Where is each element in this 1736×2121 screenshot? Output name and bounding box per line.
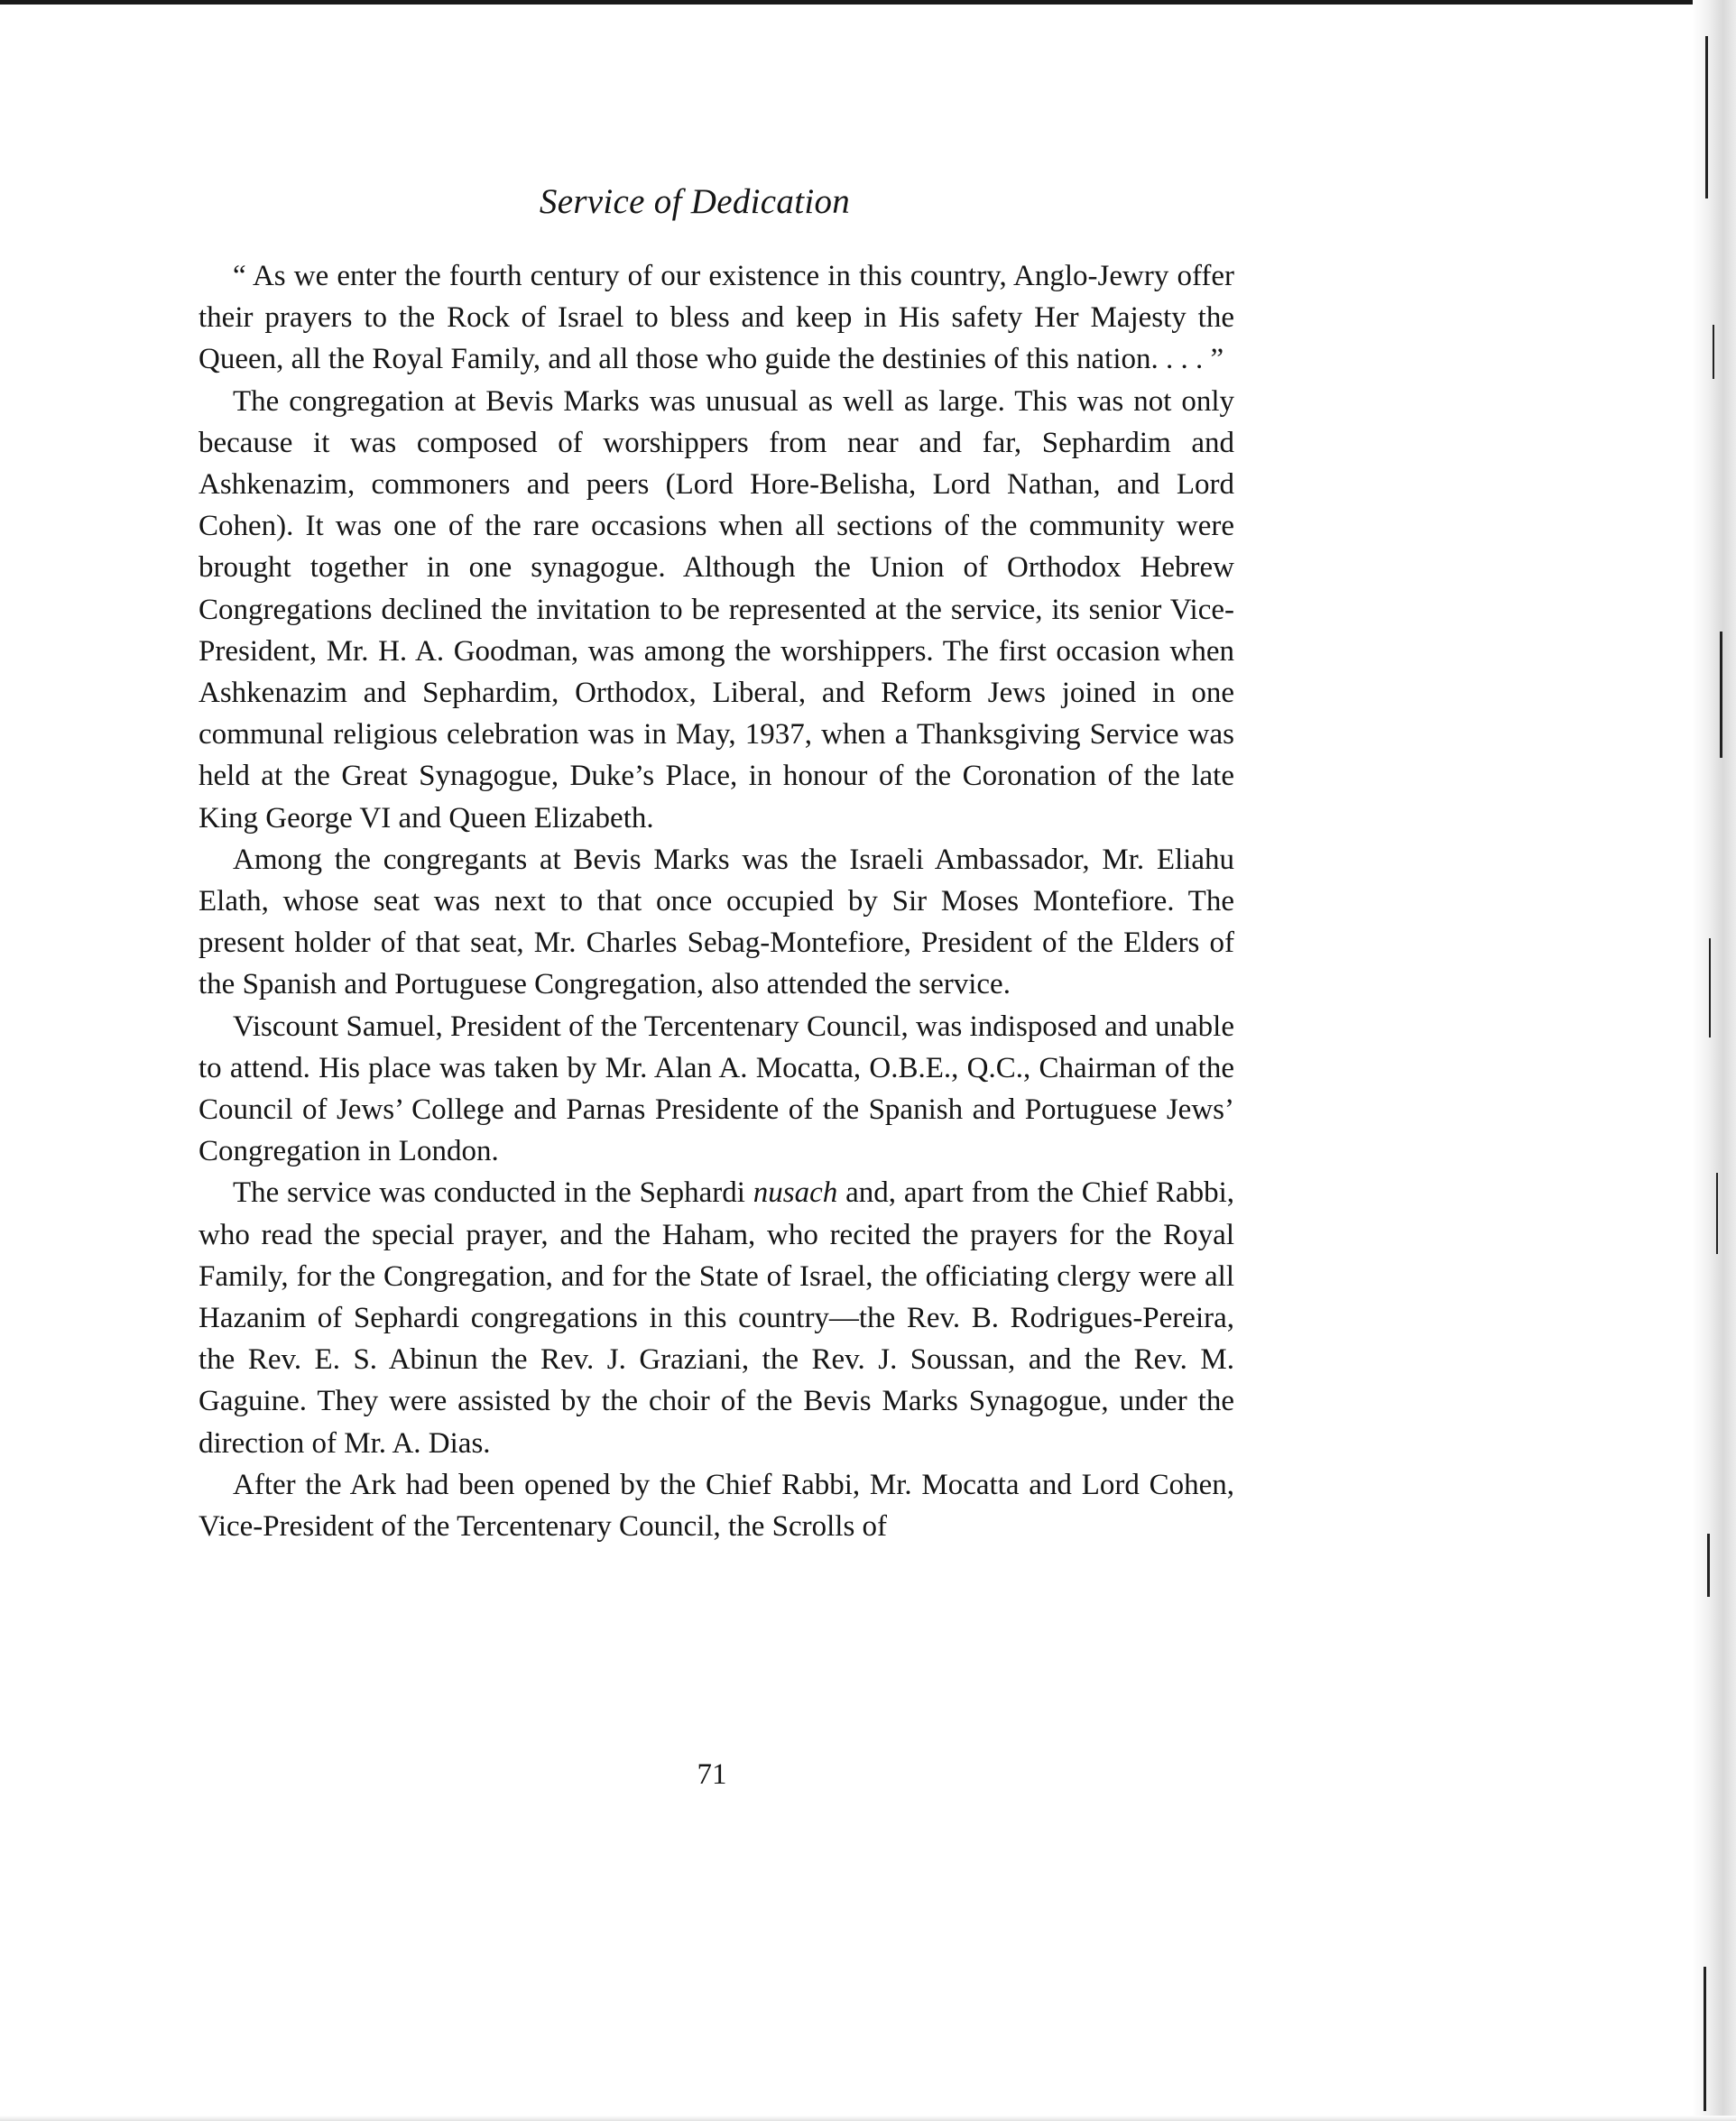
edge-mark (1716, 1173, 1718, 1254)
edge-mark (1720, 632, 1722, 758)
edge-mark (1713, 325, 1714, 379)
paragraph-congregants: Among the congregants at Bevis Marks was the Israeli Ambassador, Mr. Eliahu Elath, whose seat was next to that once occupied by Sir Moses Montefiore. The present holder of that seat, Mr. Charles Sebag-Montefiore, President of the Elders of the Spanish and Portuguese Congregation, also attended the service. (199, 843, 1234, 1001)
paragraph-text-segment: and, apart from the Chief Rabbi, who read the special prayer, and the Haham, who recited the prayers for the Royal Family, for the Congregation, and for the State of Israel, the officiating clergy were all Hazanim of Sephardi congregations in this country—the Rev. B. Rodrigues-Pereira, the Rev. E. S. Abinun the Rev. J. Graziani, the Rev. J. Soussan, and the Rev. M. Gaguine. They were assisted by the choir of the Bevis Marks Synagogue, under the direction of Mr. A. Dias. (199, 1176, 1234, 1460)
italic-term: nusach (753, 1176, 838, 1210)
body-text (199, 255, 1234, 1547)
page-number: 71 (697, 1758, 727, 1791)
running-header: Service of Dedication (539, 182, 851, 221)
paragraph-service-conducted (199, 1172, 1234, 1463)
edge-mark (1705, 36, 1708, 198)
paragraph-quote: “ As we enter the fourth century of our existence in this country, Anglo-Jewry offer their prayers to the Rock of Israel to bless and keep in His safety Her Majesty the Queen, all the Royal Family, and all those who guide the destinies of this nation. . . . ” (199, 260, 1234, 376)
edge-mark (1709, 938, 1711, 1037)
edge-mark (1707, 1534, 1710, 1597)
top-border-rule (0, 0, 1696, 5)
bottom-page-edge (0, 2116, 1736, 2121)
page-edge-shadow (1693, 0, 1736, 2121)
edge-mark (1704, 1967, 1706, 2111)
paragraph-viscount-samuel: Viscount Samuel, President of the Tercentenary Council, was indisposed and unable to attend. His place was taken by Mr. Alan A. Mocatta, O.B.E., Q.C., Chairman of the Council of Jews’ College and Parnas Presidente of the Spanish and Portuguese Jews’ Congregation in London. (199, 1010, 1234, 1168)
paragraph-ark-opened: After the Ark had been opened by the Chief Rabbi, Mr. Mocatta and Lord Cohen, Vice-President of the Tercentenary Council, the Scrolls of (199, 1468, 1234, 1544)
paragraph-congregation: The congregation at Bevis Marks was unusual as well as large. This was not only because it was composed of worshippers from near and far, Sephardim and Ashkenazim, commoners and peers (Lord Hore-Belisha, Lord Nathan, and Lord Cohen). It was one of the rare occasions when all sections of the community were brought together in one synagogue. Although the Union of Orthodox Hebrew Congregations declined the invitation to be represented at the service, its senior Vice-President, Mr. H. A. Goodman, was among the worshippers. The first occasion when Ashkenazim and Sephardim, Orthodox, Liberal, and Reform Jews joined in one communal religious celebration was in May, 1937, when a Thanksgiving Service was held at the Great Synagogue, Duke’s Place, in honour of the Coronation of the late King George VI and Queen Elizabeth. (199, 384, 1234, 835)
paragraph-text-segment: The service was conducted in the Sephardi (233, 1176, 753, 1210)
